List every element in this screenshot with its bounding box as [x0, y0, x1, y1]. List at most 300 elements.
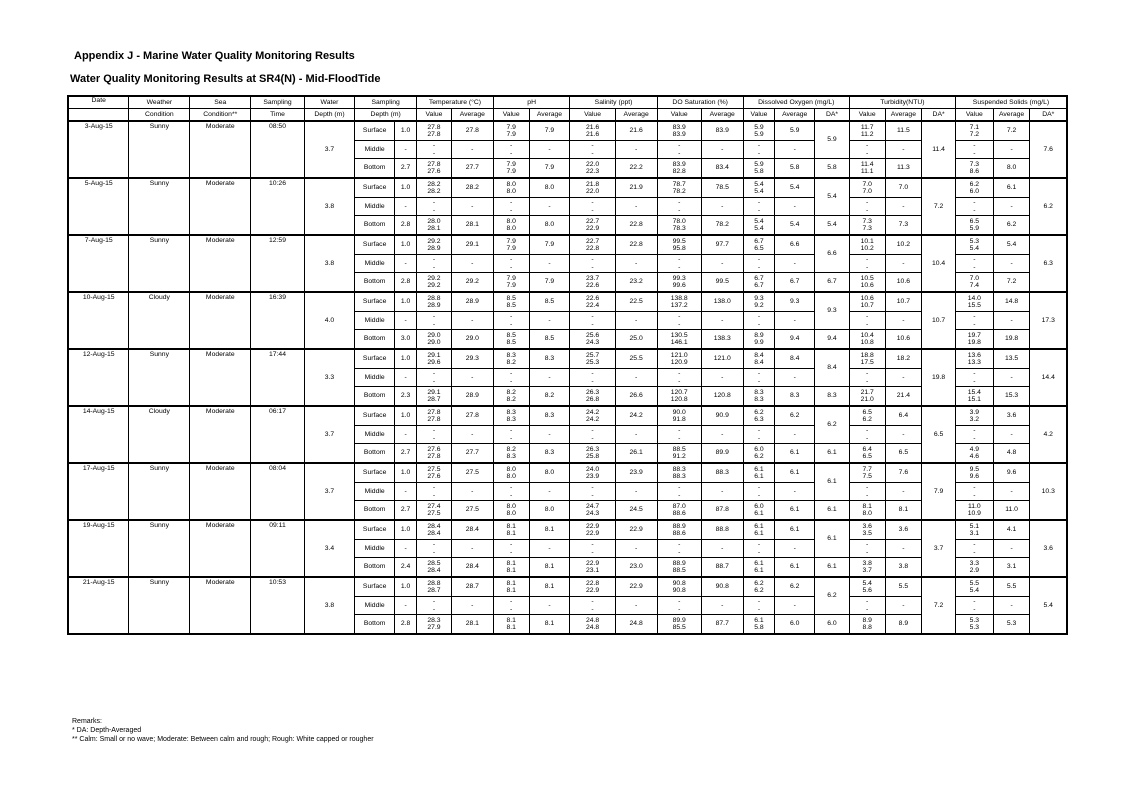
- dissolved-oxygen-average-cell: 6.1: [775, 520, 815, 540]
- turbidity-value-cell-reading: 6.5: [862, 453, 872, 460]
- turbidity-value-cell-reading: 21.0: [860, 396, 874, 403]
- suspended-solids-value-cell: [955, 292, 993, 312]
- ph-value-cell: [493, 406, 529, 426]
- temperature-value-cell-reading: 28.0: [427, 217, 441, 225]
- dissolved-oxygen-value-cell-reading: 6.7: [754, 274, 764, 282]
- temperature-value-cell-reading: 28.7: [427, 587, 441, 594]
- ph-value-cell: [493, 349, 529, 369]
- water-depth-cell: 4.0: [304, 292, 354, 349]
- dissolved-oxygen-value-cell-reading: -: [757, 149, 761, 157]
- dissolved-oxygen-value-cell-reading: 5.4: [754, 217, 764, 225]
- suspended-solids-da-cell: 7.6: [1030, 121, 1067, 178]
- temperature-value-cell: [417, 235, 452, 255]
- dissolved-oxygen-value-cell-reading: -: [757, 313, 761, 320]
- header-sea-sub: Condition**: [190, 109, 251, 122]
- temperature-value-cell: [417, 292, 452, 312]
- sampling-level-cell: Bottom: [355, 330, 395, 350]
- suspended-solids-average-cell: 6.1: [993, 178, 1030, 198]
- salinity-value-cell-reading: 22.6: [585, 282, 600, 289]
- header-value: Value: [417, 109, 452, 122]
- table-row: [68, 235, 1067, 255]
- turbidity-value-cell: [849, 615, 885, 635]
- ph-value-cell: [493, 159, 529, 179]
- date-cell: 3-Aug-15: [68, 121, 129, 178]
- date-cell: 17-Aug-15: [68, 463, 129, 520]
- turbidity-value-cell-reading: 10.4: [860, 331, 874, 339]
- suspended-solids-value-cell: [955, 387, 993, 407]
- temperature-average-cell: 28.2: [451, 178, 493, 198]
- dissolved-oxygen-value-cell-reading: -: [757, 484, 761, 491]
- ph-value-cell-reading: -: [510, 377, 513, 385]
- ph-value-cell-reading: 8.2: [506, 388, 516, 396]
- temperature-value-cell: [417, 369, 452, 387]
- dissolved-oxygen-value-cell: [743, 178, 775, 198]
- sampling-level-cell: Middle: [355, 312, 395, 330]
- temperature-value-cell-reading: -: [432, 484, 436, 491]
- suspended-solids-da-cell: 4.2: [1030, 406, 1067, 463]
- suspended-solids-average-cell: 3.1: [993, 558, 1030, 578]
- salinity-value-cell-reading: 22.8: [585, 579, 600, 587]
- turbidity-da-cell: 11.4: [922, 121, 956, 178]
- weather-cell: Cloudy: [129, 292, 190, 349]
- date-cell: 12-Aug-15: [68, 349, 129, 406]
- turbidity-average-cell: 11.5: [885, 121, 922, 141]
- temperature-value-cell-reading: 27.4: [427, 502, 441, 510]
- turbidity-da-cell: 7.2: [922, 178, 956, 235]
- dissolved-oxygen-value-cell-reading: 6.2: [754, 587, 764, 594]
- suspended-solids-average-cell: 5.4: [993, 235, 1030, 255]
- temperature-average-cell: -: [451, 483, 493, 501]
- suspended-solids-value-cell-reading: 10.9: [967, 510, 981, 517]
- salinity-average-cell: 25.5: [615, 349, 657, 369]
- table-row: [68, 292, 1067, 312]
- dissolved-oxygen-value-cell-reading: 6.1: [754, 559, 764, 567]
- dissolved-oxygen-value-cell: [743, 463, 775, 483]
- ph-value-cell-reading: 8.1: [506, 559, 516, 567]
- dissolved-oxygen-average-cell: -: [775, 369, 815, 387]
- suspended-solids-value-cell: [955, 216, 993, 236]
- salinity-value-cell-reading: -: [591, 484, 594, 491]
- dissolved-oxygen-value-cell: [743, 121, 775, 141]
- ph-value-cell-reading: 8.5: [506, 331, 516, 339]
- ph-average-cell: 8.1: [529, 615, 570, 635]
- salinity-value-cell-reading: 22.7: [585, 217, 600, 225]
- salinity-value-cell-reading: 25.3: [585, 359, 600, 366]
- dissolved-oxygen-value-cell-reading: 5.4: [754, 188, 764, 195]
- weather-cell: Sunny: [129, 463, 190, 520]
- header-sampling-time: Sampling: [251, 96, 305, 109]
- sampling-level-cell: Middle: [355, 369, 395, 387]
- temperature-value-cell: [417, 444, 452, 464]
- do-saturation-value-cell: [657, 463, 701, 483]
- dissolved-oxygen-average-cell: 6.0: [775, 615, 815, 635]
- dissolved-oxygen-average-cell: 8.3: [775, 387, 815, 407]
- dissolved-oxygen-bottom-da-cell: 5.8: [815, 159, 850, 179]
- dissolved-oxygen-value-cell-reading: -: [757, 491, 761, 499]
- dissolved-oxygen-value-cell-reading: 8.4: [754, 351, 764, 359]
- salinity-average-cell: 21.6: [615, 121, 657, 141]
- temperature-average-cell: 27.8: [451, 406, 493, 426]
- dissolved-oxygen-average-cell: -: [775, 540, 815, 558]
- dissolved-oxygen-average-cell: -: [775, 483, 815, 501]
- dissolved-oxygen-value-cell-reading: 6.0: [754, 502, 764, 510]
- dissolved-oxygen-value-cell-reading: 5.9: [754, 131, 764, 138]
- weather-cell: Sunny: [129, 577, 190, 634]
- suspended-solids-value-cell: [955, 178, 993, 198]
- salinity-value-cell-reading: -: [591, 320, 594, 328]
- sampling-level-cell: Middle: [355, 597, 395, 615]
- temperature-value-cell-reading: 27.8: [427, 160, 441, 168]
- suspended-solids-value-cell-reading: 7.3: [969, 160, 980, 168]
- dissolved-oxygen-value-cell-reading: -: [757, 598, 761, 605]
- ph-value-cell-reading: 8.1: [506, 579, 516, 587]
- ph-value-cell-reading: 7.9: [506, 245, 516, 252]
- salinity-value-cell-reading: 22.9: [585, 225, 600, 232]
- ph-value-cell-reading: -: [510, 541, 513, 548]
- sampling-depth-cell: -: [395, 483, 417, 501]
- suspended-solids-average-cell: -: [993, 426, 1030, 444]
- ph-value-cell-reading: 7.9: [506, 168, 516, 175]
- sampling-time-cell: 08:04: [251, 463, 305, 520]
- dissolved-oxygen-value-cell: [743, 255, 775, 273]
- turbidity-value-cell-reading: -: [866, 598, 869, 605]
- do-saturation-value-cell-reading: -: [678, 199, 681, 206]
- temperature-value-cell-reading: 29.1: [427, 388, 441, 396]
- salinity-value-cell: [570, 558, 615, 578]
- do-saturation-value-cell-reading: 137.2: [670, 302, 688, 309]
- sampling-depth-cell: 3.0: [395, 330, 417, 350]
- temperature-value-cell: [417, 216, 452, 236]
- do-saturation-value-cell-reading: 88.6: [672, 510, 686, 517]
- turbidity-value-cell-reading: -: [866, 149, 869, 157]
- dissolved-oxygen-value-cell: [743, 330, 775, 350]
- do-saturation-value-cell-reading: 120.8: [670, 396, 688, 403]
- turbidity-value-cell-reading: 5.4: [862, 579, 872, 587]
- ph-value-cell-reading: -: [510, 370, 513, 377]
- ph-average-cell: 7.9: [529, 273, 570, 293]
- turbidity-da-cell: 19.8: [922, 349, 956, 406]
- turbidity-average-cell: 18.2: [885, 349, 922, 369]
- turbidity-value-cell-reading: -: [866, 199, 869, 206]
- temperature-value-cell-reading: 28.2: [427, 188, 441, 195]
- temperature-value-cell-reading: -: [432, 541, 436, 548]
- salinity-value-cell-reading: -: [591, 142, 594, 149]
- temperature-value-cell: [417, 483, 452, 501]
- ph-average-cell: 8.3: [529, 406, 570, 426]
- table-row: [68, 520, 1067, 540]
- do-saturation-value-cell-reading: 99.3: [672, 274, 686, 282]
- do-saturation-value-cell-reading: -: [678, 484, 681, 491]
- dissolved-oxygen-value-cell: [743, 615, 775, 635]
- do-saturation-value-cell: [657, 369, 701, 387]
- turbidity-average-cell: -: [885, 312, 922, 330]
- salinity-value-cell: [570, 520, 615, 540]
- turbidity-average-cell: -: [885, 141, 922, 159]
- dissolved-oxygen-value-cell: [743, 292, 775, 312]
- temperature-value-cell-reading: -: [432, 149, 436, 157]
- sampling-level-cell: Surface: [355, 349, 395, 369]
- table-header: [68, 96, 1067, 121]
- salinity-value-cell-reading: -: [591, 149, 594, 157]
- sampling-depth-cell: -: [395, 369, 417, 387]
- ph-average-cell: 8.0: [529, 501, 570, 521]
- turbidity-value-cell: [849, 292, 885, 312]
- turbidity-value-cell-reading: -: [866, 142, 869, 149]
- ph-value-cell-reading: 8.0: [506, 502, 516, 510]
- turbidity-value-cell: [849, 159, 885, 179]
- dissolved-oxygen-value-cell-reading: 6.2: [754, 579, 764, 587]
- ph-value-cell-reading: 7.9: [506, 274, 516, 282]
- salinity-average-cell: 22.9: [615, 577, 657, 597]
- suspended-solids-value-cell-reading: 7.2: [969, 131, 980, 138]
- temperature-value-cell-reading: 28.1: [427, 225, 441, 232]
- temperature-value-cell-reading: 27.8: [427, 453, 441, 460]
- suspended-solids-da-cell: 6.3: [1030, 235, 1067, 292]
- dissolved-oxygen-da-cell: 6.2: [815, 577, 850, 615]
- do-saturation-value-cell: [657, 426, 701, 444]
- turbidity-value-cell-reading: -: [866, 256, 869, 263]
- turbidity-average-cell: 7.6: [885, 463, 922, 483]
- water-depth-cell: 3.7: [304, 121, 354, 178]
- ph-value-cell-reading: -: [510, 313, 513, 320]
- salinity-value-cell-reading: 22.0: [585, 188, 600, 195]
- temperature-average-cell: 28.9: [451, 387, 493, 407]
- turbidity-value-cell-reading: 10.2: [860, 245, 874, 252]
- turbidity-value-cell-reading: 11.4: [860, 160, 874, 168]
- suspended-solids-value-cell-reading: 3.9: [969, 408, 980, 416]
- turbidity-value-cell: [849, 483, 885, 501]
- suspended-solids-value-cell-reading: 15.5: [967, 302, 981, 309]
- ph-value-cell-reading: 8.2: [506, 359, 516, 366]
- sea-condition-cell: Moderate: [190, 178, 251, 235]
- temperature-average-cell: 27.5: [451, 463, 493, 483]
- ph-value-cell: [493, 577, 529, 597]
- sampling-level-cell: Bottom: [355, 501, 395, 521]
- turbidity-average-cell: 10.2: [885, 235, 922, 255]
- salinity-value-cell-reading: -: [591, 434, 594, 442]
- salinity-value-cell-reading: 24.0: [585, 465, 600, 473]
- ph-value-cell-reading: 8.2: [506, 445, 516, 453]
- do-saturation-value-cell-reading: 91.8: [672, 416, 686, 423]
- do-saturation-value-cell-reading: 78.3: [672, 225, 686, 232]
- dissolved-oxygen-value-cell-reading: 6.1: [754, 465, 764, 473]
- turbidity-average-cell: 3.6: [885, 520, 922, 540]
- remarks-line-sea: ** Calm: Small or no wave; Moderate: Between calm and rough; Rough: White capped or rougher: [72, 736, 374, 743]
- sampling-level-cell: Bottom: [355, 615, 395, 635]
- sampling-depth-cell: 1.0: [395, 406, 417, 426]
- turbidity-value-cell: [849, 558, 885, 578]
- do-saturation-value-cell: [657, 558, 701, 578]
- remarks-title: Remarks:: [72, 718, 102, 725]
- turbidity-value-cell-reading: 6.4: [862, 445, 872, 453]
- turbidity-value-cell-reading: -: [866, 206, 869, 214]
- salinity-average-cell: 23.2: [615, 273, 657, 293]
- temperature-value-cell: [417, 312, 452, 330]
- header-value: Value: [493, 109, 529, 122]
- day-group: [68, 292, 1067, 349]
- turbidity-value-cell: [849, 597, 885, 615]
- turbidity-value-cell: [849, 255, 885, 273]
- turbidity-value-cell: [849, 198, 885, 216]
- do-saturation-value-cell-reading: 138.8: [670, 294, 688, 302]
- turbidity-value-cell-reading: -: [866, 541, 869, 548]
- turbidity-value-cell-reading: 10.7: [860, 302, 874, 309]
- suspended-solids-average-cell: 4.1: [993, 520, 1030, 540]
- salinity-value-cell: [570, 235, 615, 255]
- water-depth-cell: 3.8: [304, 178, 354, 235]
- turbidity-value-cell-reading: -: [866, 313, 869, 320]
- turbidity-average-cell: -: [885, 597, 922, 615]
- dissolved-oxygen-average-cell: 9.3: [775, 292, 815, 312]
- suspended-solids-value-cell: [955, 255, 993, 273]
- salinity-value-cell: [570, 615, 615, 635]
- header-average: Average: [775, 109, 815, 122]
- ph-average-cell: -: [529, 426, 570, 444]
- ph-average-cell: -: [529, 597, 570, 615]
- suspended-solids-value-cell-reading: 19.7: [967, 331, 981, 339]
- suspended-solids-value-cell: [955, 463, 993, 483]
- temperature-value-cell-reading: 29.0: [427, 339, 441, 346]
- do-saturation-value-cell-reading: 83.9: [672, 131, 686, 138]
- ph-value-cell: [493, 369, 529, 387]
- suspended-solids-value-cell-reading: 15.1: [967, 396, 981, 403]
- sampling-depth-cell: 2.8: [395, 615, 417, 635]
- salinity-value-cell-reading: 22.8: [585, 245, 600, 252]
- temperature-average-cell: -: [451, 255, 493, 273]
- dissolved-oxygen-value-cell-reading: -: [757, 199, 761, 206]
- temperature-value-cell-reading: 28.9: [427, 302, 441, 309]
- ph-value-cell-reading: 8.0: [506, 188, 516, 195]
- table-title: Water Quality Monitoring Results at SR4(N) - Mid-FloodTide: [70, 73, 381, 85]
- do-saturation-average-cell: -: [701, 426, 743, 444]
- turbidity-average-cell: 7.3: [885, 216, 922, 236]
- salinity-average-cell: 21.9: [615, 178, 657, 198]
- temperature-value-cell-reading: 27.8: [427, 123, 441, 131]
- sampling-depth-cell: -: [395, 597, 417, 615]
- table-row: [68, 121, 1067, 141]
- do-saturation-average-cell: 120.8: [701, 387, 743, 407]
- do-saturation-value-cell: [657, 444, 701, 464]
- ph-value-cell: [493, 387, 529, 407]
- turbidity-value-cell-reading: 18.8: [860, 351, 874, 359]
- dissolved-oxygen-bottom-da-cell: 9.4: [815, 330, 850, 350]
- ph-value-cell: [493, 463, 529, 483]
- header-suspended-solids: Suspended Solids (mg/L): [955, 96, 1067, 109]
- temperature-average-cell: 27.5: [451, 501, 493, 521]
- ph-average-cell: -: [529, 540, 570, 558]
- water-depth-cell: 3.4: [304, 520, 354, 577]
- sampling-level-cell: Middle: [355, 540, 395, 558]
- temperature-value-cell-reading: 27.8: [427, 408, 441, 416]
- suspended-solids-value-cell-reading: 13.6: [967, 351, 981, 359]
- turbidity-value-cell: [849, 141, 885, 159]
- do-saturation-average-cell: 90.9: [701, 406, 743, 426]
- suspended-solids-value-cell-reading: -: [973, 142, 976, 149]
- turbidity-value-cell-reading: 6.2: [862, 416, 872, 423]
- day-group: [68, 349, 1067, 406]
- ph-value-cell-reading: -: [510, 598, 513, 605]
- dissolved-oxygen-value-cell-reading: 8.3: [754, 388, 764, 396]
- salinity-value-cell-reading: 21.8: [585, 180, 600, 188]
- temperature-average-cell: 27.7: [451, 159, 493, 179]
- ph-value-cell: [493, 330, 529, 350]
- do-saturation-value-cell-reading: -: [678, 206, 681, 214]
- water-depth-cell: 3.7: [304, 406, 354, 463]
- turbidity-value-cell-reading: 3.8: [862, 559, 872, 567]
- turbidity-value-cell-reading: -: [866, 548, 869, 556]
- header-date: Date: [68, 96, 129, 109]
- salinity-value-cell: [570, 426, 615, 444]
- dissolved-oxygen-value-cell-reading: 6.3: [754, 416, 764, 423]
- dissolved-oxygen-da-cell: 9.3: [815, 292, 850, 330]
- turbidity-value-cell-reading: 10.6: [860, 282, 874, 289]
- do-saturation-value-cell-reading: 95.8: [672, 245, 686, 252]
- do-saturation-value-cell: [657, 615, 701, 635]
- sampling-depth-cell: -: [395, 141, 417, 159]
- ph-value-cell-reading: -: [510, 320, 513, 328]
- suspended-solids-value-cell-reading: 6.0: [969, 188, 980, 195]
- turbidity-value-cell-reading: 7.0: [862, 188, 872, 195]
- weather-cell: Sunny: [129, 235, 190, 292]
- salinity-average-cell: -: [615, 369, 657, 387]
- suspended-solids-value-cell: [955, 406, 993, 426]
- dissolved-oxygen-bottom-da-cell: 6.1: [815, 501, 850, 521]
- sampling-level-cell: Bottom: [355, 273, 395, 293]
- dissolved-oxygen-da-cell: 6.1: [815, 463, 850, 501]
- ph-value-cell-reading: 8.5: [506, 302, 516, 309]
- sampling-time-cell: 10:53: [251, 577, 305, 634]
- weather-cell: Cloudy: [129, 406, 190, 463]
- day-group: [68, 463, 1067, 520]
- sampling-time-cell: 17:44: [251, 349, 305, 406]
- sea-condition-cell: Moderate: [190, 349, 251, 406]
- salinity-value-cell: [570, 216, 615, 236]
- temperature-value-cell: [417, 198, 452, 216]
- dissolved-oxygen-value-cell: [743, 540, 775, 558]
- dissolved-oxygen-bottom-da-cell: 6.7: [815, 273, 850, 293]
- appendix-title: Appendix J - Marine Water Quality Monitoring Results: [74, 50, 355, 62]
- temperature-value-cell-reading: 27.8: [427, 131, 441, 138]
- do-saturation-value-cell-reading: 88.6: [672, 530, 686, 537]
- ph-value-cell-reading: -: [510, 206, 513, 214]
- ph-value-cell: [493, 444, 529, 464]
- temperature-value-cell-reading: 28.8: [427, 579, 441, 587]
- do-saturation-value-cell-reading: 88.9: [672, 559, 686, 567]
- dissolved-oxygen-value-cell-reading: 5.4: [754, 225, 764, 232]
- weather-cell: Sunny: [129, 349, 190, 406]
- do-saturation-value-cell-reading: 120.9: [670, 359, 688, 366]
- ph-value-cell-reading: 7.9: [506, 282, 516, 289]
- dissolved-oxygen-value-cell: [743, 426, 775, 444]
- dissolved-oxygen-value-cell-reading: 8.9: [754, 331, 764, 339]
- salinity-value-cell: [570, 349, 615, 369]
- do-saturation-value-cell-reading: 90.8: [672, 587, 686, 594]
- salinity-value-cell-reading: 21.6: [585, 131, 600, 138]
- salinity-value-cell-reading: 22.6: [585, 294, 600, 302]
- sampling-depth-cell: 1.0: [395, 520, 417, 540]
- do-saturation-value-cell: [657, 597, 701, 615]
- sampling-depth-cell: -: [395, 540, 417, 558]
- suspended-solids-value-cell-reading: 6.5: [969, 217, 980, 225]
- sampling-level-cell: Bottom: [355, 387, 395, 407]
- turbidity-value-cell-reading: 3.6: [862, 522, 872, 530]
- turbidity-value-cell-reading: 8.8: [862, 624, 872, 631]
- dissolved-oxygen-value-cell-reading: 6.1: [754, 473, 764, 480]
- do-saturation-value-cell-reading: 85.5: [672, 624, 686, 631]
- salinity-value-cell-reading: 23.9: [585, 473, 600, 480]
- turbidity-da-cell: 3.7: [922, 520, 956, 577]
- suspended-solids-value-cell-reading: 7.0: [969, 274, 980, 282]
